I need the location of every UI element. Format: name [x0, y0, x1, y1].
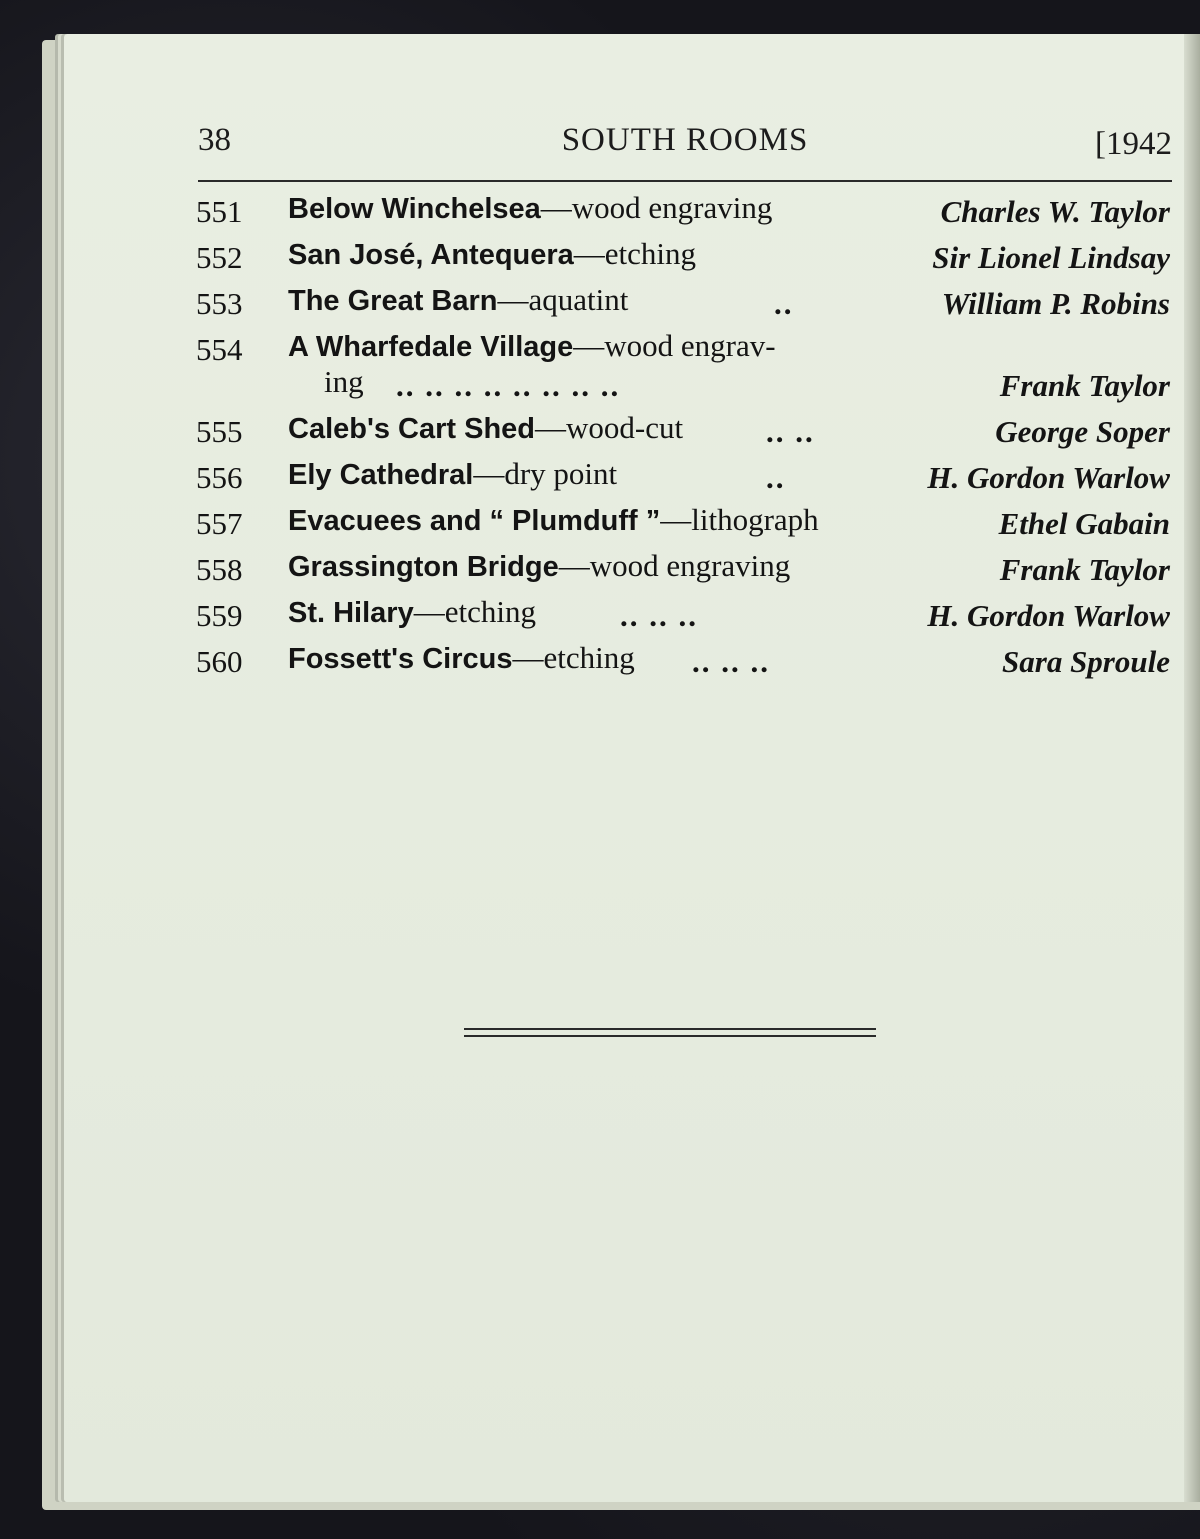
dot-leader: .. .. ..: [692, 644, 770, 679]
entry-medium: —dry point: [473, 456, 618, 491]
entry-title: Evacuees and “ Plumduff ”: [288, 505, 661, 537]
end-rule: [464, 1028, 876, 1037]
entry-number: 553: [196, 286, 243, 321]
entry-title: Grassington Bridge: [288, 551, 559, 583]
entry-artist: Charles W. Taylor: [940, 194, 1170, 229]
header-rule: [198, 180, 1172, 182]
entry-title: Below Winchelsea: [288, 193, 541, 225]
page-number: 38: [198, 122, 231, 158]
entry-medium: —etching: [573, 236, 697, 271]
dot-leader: .. .. .. .. .. .. .. ..: [396, 368, 621, 403]
entry-title: Ely Cathedral: [288, 459, 474, 491]
catalogue-list: [196, 190, 1170, 686]
catalogue-entry: [196, 236, 1170, 282]
entry-medium: —etching: [413, 594, 536, 629]
entry-artist: Ethel Gabain: [998, 506, 1170, 541]
entry-title: Fossett's Circus: [288, 643, 513, 675]
page-edge: [1184, 34, 1200, 1502]
entry-artist: Sara Sproule: [1002, 644, 1170, 679]
catalogue-entry: [196, 640, 1170, 686]
entry-number: 560: [196, 644, 243, 679]
dot-leader: ..: [774, 286, 794, 321]
entry-artist: Sir Lionel Lindsay: [932, 240, 1170, 275]
entry-medium: —wood engraving: [540, 190, 773, 225]
catalogue-entry: [196, 594, 1170, 640]
entry-continuation: ing: [324, 364, 364, 399]
entry-medium: —wood engraving: [558, 548, 791, 583]
catalogue-entry: [196, 190, 1170, 236]
entry-medium: —wood-cut: [535, 410, 684, 445]
catalogue-entry: [196, 548, 1170, 594]
entry-number: 554: [196, 332, 243, 367]
catalogue-entry: [196, 456, 1170, 502]
entry-number: 558: [196, 552, 243, 587]
entry-artist: H. Gordon Warlow: [927, 598, 1170, 633]
catalogue-entry: [196, 502, 1170, 548]
entry-number: 559: [196, 598, 243, 633]
entry-number: 557: [196, 506, 243, 541]
entry-number: 556: [196, 460, 243, 495]
entry-title: Caleb's Cart Shed: [288, 413, 536, 445]
entry-medium: —lithograph: [660, 502, 819, 537]
dot-leader: .. ..: [766, 414, 815, 449]
entry-number: 555: [196, 414, 243, 449]
page-header: [198, 118, 1172, 164]
entry-artist: Frank Taylor: [999, 552, 1170, 587]
year-label: [1942: [1095, 126, 1172, 162]
entry-artist: George Soper: [995, 414, 1170, 449]
dot-leader: ..: [766, 460, 786, 495]
entry-number: 551: [196, 194, 243, 229]
catalogue-entry: [196, 282, 1170, 328]
entry-medium: —etching: [512, 640, 635, 675]
entry-medium: —wood engrav-: [573, 328, 776, 363]
entry-artist: Frank Taylor: [999, 368, 1170, 403]
entry-title: San José, Antequera: [288, 239, 574, 271]
entry-title: The Great Barn: [288, 285, 498, 317]
catalogue-entry: [196, 328, 1170, 410]
catalogue-entry: [196, 410, 1170, 456]
entry-artist: William P. Robins: [941, 286, 1170, 321]
entry-medium: —aquatint: [497, 282, 629, 317]
dot-leader: .. .. ..: [620, 598, 698, 633]
entry-title: St. Hilary: [288, 597, 414, 629]
entry-artist: H. Gordon Warlow: [927, 460, 1170, 495]
entry-title: A Wharfedale Village: [288, 331, 574, 363]
running-title: SOUTH ROOMS: [561, 122, 809, 158]
entry-number: 552: [196, 240, 243, 275]
